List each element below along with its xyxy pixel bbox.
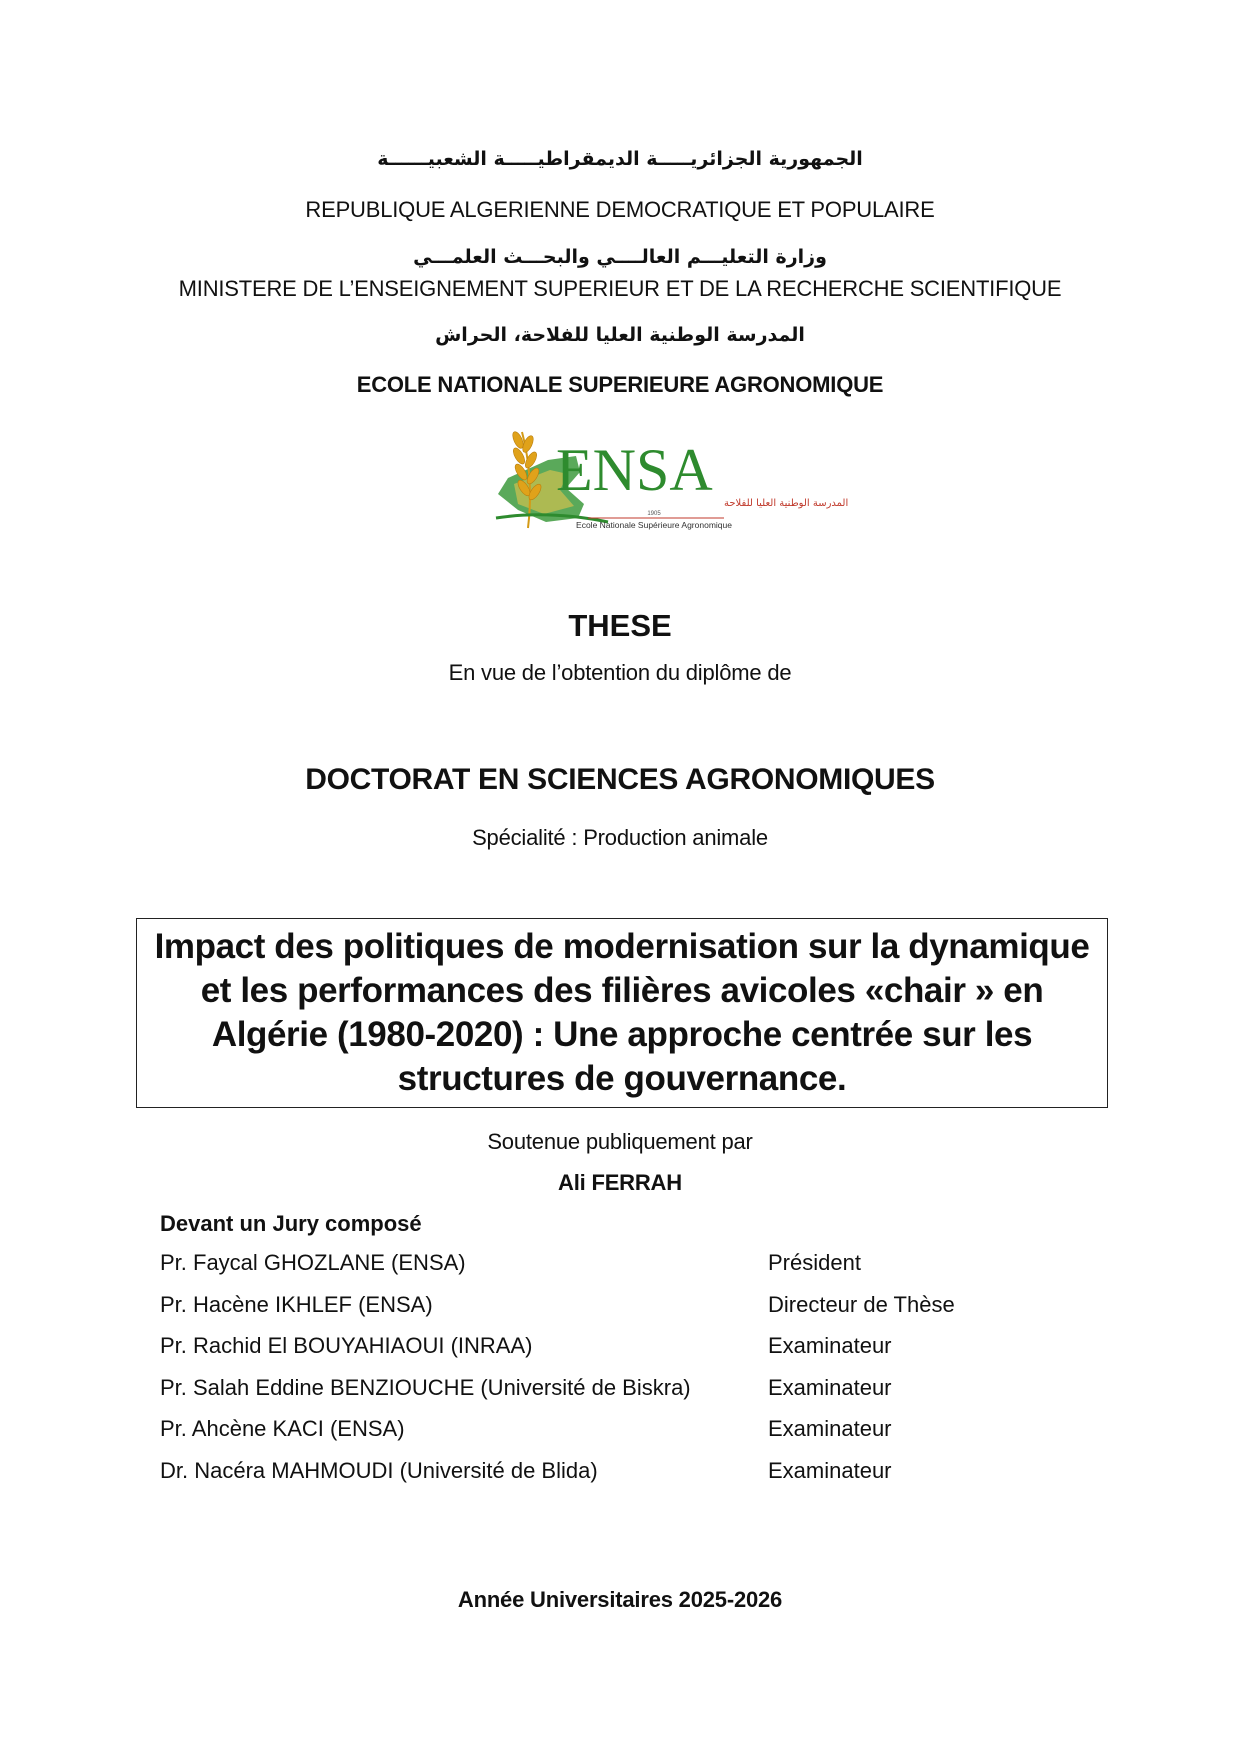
jury-member-role: Examinateur xyxy=(768,1333,892,1358)
logo-arabic-name: المدرسة الوطنية العليا للفلاحة xyxy=(724,498,849,509)
defended-by-label: Soutenue publiquement par xyxy=(487,1129,753,1154)
ministry-french: MINISTERE DE L’ENSEIGNEMENT SUPERIEUR ET DE LA RECHERCHE SCIENTIFIQUE xyxy=(178,276,1062,301)
jury-member xyxy=(160,1292,1060,1334)
degree-title: DOCTORAT EN SCIENCES AGRONOMIQUES xyxy=(305,763,935,796)
school-arabic: المدرسة الوطنية العليا للفلاحة، الحراش xyxy=(435,324,805,346)
thesis-title: Impact des politiques de modernisation sur la dynamique et les performances des filières avicoles «chair » en Algérie (1980-2020) : Une approche centrée sur les structures de gouvernance. xyxy=(154,927,1090,1098)
speciality: Spécialité : Production animale xyxy=(472,825,768,850)
jury-member-name: Pr. Ahcène KACI (ENSA) xyxy=(160,1416,405,1441)
logo-acronym: ENSA xyxy=(556,437,713,503)
jury-member xyxy=(160,1250,1060,1292)
thesis-type: THESE xyxy=(568,608,672,643)
jury-member-name: Pr. Rachid El BOUYAHIAOUI (INRAA) xyxy=(160,1333,533,1358)
jury-member-role: Président xyxy=(768,1250,861,1275)
jury-member-role: Examinateur xyxy=(768,1416,892,1441)
jury-member-role: Directeur de Thèse xyxy=(768,1291,955,1317)
jury-member-role: Examinateur xyxy=(768,1457,892,1483)
jury-member-role: Examinateur xyxy=(768,1374,892,1400)
jury-member-name: Pr. Hacène IKHLEF (ENSA) xyxy=(160,1291,433,1317)
ensa-logo xyxy=(488,418,849,538)
jury-member-name: Pr. Faycal GHOZLANE (ENSA) xyxy=(160,1250,466,1275)
ministry-arabic: وزارة التعليـــم العالــــي والبحـــث العلمـــي xyxy=(413,246,827,268)
logo-year: 1905 xyxy=(647,511,661,517)
republic-french: REPUBLIQUE ALGERIENNE DEMOCRATIQUE ET POPULAIRE xyxy=(305,197,935,222)
jury-member-name: Pr. Salah Eddine BENZIOUCHE (Université de Biskra) xyxy=(160,1374,691,1400)
jury-member xyxy=(160,1375,1060,1417)
jury-member xyxy=(160,1333,1060,1375)
republic-arabic: الجمهورية الجزائريـــــة الديمقراطيـــــة الشعبيــــــة xyxy=(377,148,863,170)
jury-member xyxy=(160,1458,1060,1500)
academic-year: Année Universitaires 2025-2026 xyxy=(457,1587,783,1612)
thesis-title-box xyxy=(136,918,1108,1108)
thesis-purpose: En vue de l’obtention du diplôme de xyxy=(448,660,792,685)
jury-heading: Devant un Jury composé xyxy=(160,1211,422,1236)
jury-list xyxy=(160,1250,1060,1499)
school-french: ECOLE NATIONALE SUPERIEURE AGRONOMIQUE xyxy=(356,372,884,397)
jury-member-name: Dr. Nacéra MAHMOUDI (Université de Blida) xyxy=(160,1457,598,1483)
logo-full-name: Ecole Nationale Supérieure Agronomique xyxy=(576,520,732,530)
jury-member xyxy=(160,1416,1060,1458)
author-name: Ali FERRAH xyxy=(558,1170,682,1195)
